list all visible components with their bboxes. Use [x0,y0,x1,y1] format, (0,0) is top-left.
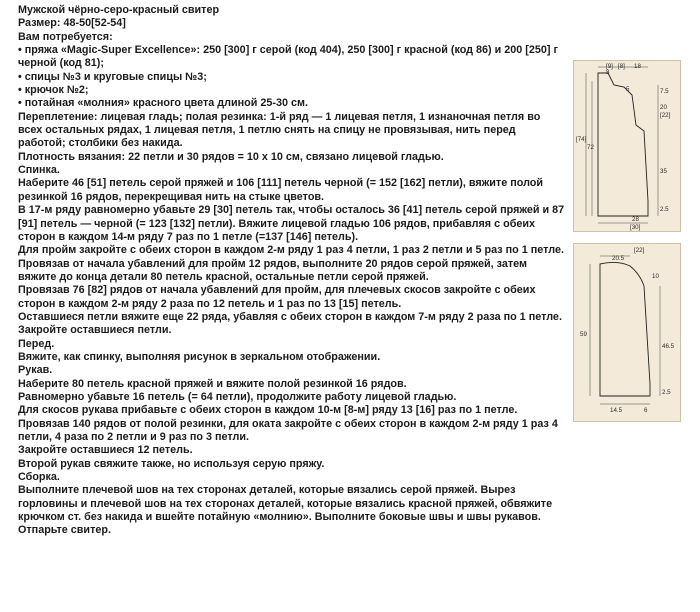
dim-label: 14.5 [610,407,623,414]
pattern-line: Провязав 140 рядов от полой резинки, для оката закройте с обеих сторон в каждом 2-м ряду 1 раз 4 петли, 4 раза по 2 петли и 9 раз по 3 петли. [18,417,558,443]
sleeve-outline [600,262,650,396]
back-outline [598,73,648,216]
pattern-line: • потайная «молния» красного цвета длиной 25-30 см. [18,97,308,110]
pattern-text [18,4,566,538]
pattern-line: Второй рукав свяжите также, но используя серую пряжу. [18,457,325,470]
dim-label: [22] [634,247,645,254]
pattern-line: Вяжите, как спинку, выполняя рисунок в зеркальном отображении. [18,350,381,363]
dim-label: 5 [626,86,630,93]
sleeve-schematic-svg [574,244,680,421]
dim-label: 2.5 [662,389,671,396]
pattern-line: Равномерно убавьте 16 петель (= 64 петли), продолжите работу лицевой гладью. [18,390,457,403]
pattern-line: Перед. [18,337,55,350]
dim-label: 59 [580,331,587,338]
pattern-line: • спицы №3 и круговые спицы №3; [18,70,207,83]
pattern-line: Плотность вязания: 22 петли и 30 рядов = 10 х 10 см, связано лицевой гладью. [18,150,444,163]
pattern-line: Сборка. [18,471,60,484]
pattern-line: Наберите 80 петель красной пряжей и вяжите полой резинкой 16 рядов. [18,377,407,390]
sleeve-schematic-diagram [573,243,681,422]
dim-label: 46.5 [662,343,675,350]
pattern-line: Вам потребуется: [18,30,113,43]
pattern-line: Оставшиеся петли вяжите еще 22 ряда, убавляя с обеих сторон в каждом 7-м ряду 2 раза по 1 петле. Закройте оставшиеся петли. [18,310,562,337]
dim-label: 7.5 [660,88,669,95]
dim-label: 10 [652,273,659,280]
dim-label: 35 [660,168,667,175]
dim-label: 28 [632,216,639,223]
pattern-line: • крючок №2; [18,84,89,97]
pattern-line: Мужской чёрно-серо-красный свитер [18,4,220,16]
dim-label: [9] [606,63,613,70]
pattern-line: Провязав 76 [82] рядов от начала убавлений для пройм, для плечевых скосов закройте с обеих сторон в каждом 2-м ряду 2 раза по 12 петель и 1 раз по 13 [15] петель. [18,284,536,310]
dim-label: [8] [618,63,625,70]
pattern-line: • пряжа «Magic-Super Excellence»: 250 [300] г серой (код 404), 250 [300] г красной (код 86) и 200 [250] г черной (код 81); [18,44,558,70]
pattern-line: Размер: 48-50[52-54] [18,17,126,30]
pattern-line: Закройте оставшиеся 12 петель. [18,444,193,457]
pattern-line: Для скосов рукава прибавьте с обеих сторон в каждом 10-м [8-м] ряду 13 [16] раз по 1 петле. [18,404,518,417]
pattern-line: Выполните плечевой шов на тех сторонах деталей, которые вязались серой пряжей. Вырез горловины и плечевой шов на тех сторонах деталей, которые вязались красной пряжей, обвяжите крючком ст. без накида и вшейте потайную «молнию». Выполните боковые швы и швы рукавов. Отпарьте свитер. [18,484,553,537]
dim-label: [30] [630,224,641,231]
pattern-line: Провязав от начала убавлений для пройм 12 рядов, выполните 20 рядов серой пряжей, затем вяжите до конца детали 80 петель красной, остальные петли серой пряжей. [18,257,527,283]
dim-label: 72 [587,144,594,151]
pattern-line: В 17-м ряду равномерно убавьте 29 [30] петель так, чтобы осталось 36 [41] петель серой пряжей и 87 [91] петель — черной (= 123 [132] петли). Вяжите лицевой гладью 106 рядов, прибавляя с обеих сторон в каждом 14-м ряду 7 раз по 1 петле (=137 [146] петель). [18,204,565,243]
dim-label: 8 [606,69,610,76]
dim-label: 20 [660,104,667,111]
pattern-line: Рукав. [18,364,53,377]
back-schematic-diagram [573,60,681,232]
dim-label: 6 [644,407,648,414]
dim-label: 18 [634,63,641,70]
dim-label: 2.5 [660,206,669,213]
pattern-line: Для пройм закройте с обеих сторон в каждом 2-м ряду 1 раз 4 петли, 1 раз 2 петли и 5 раз по 1 петле. [18,244,565,257]
pattern-line: Спинка. [18,164,60,177]
dim-label: [22] [660,112,671,119]
pattern-line: Переплетение: лицевая гладь; полая резинка: 1-й ряд — 1 лицевая петля, 1 изнаночная петля во всех остальных рядах, 1 лицевая петля, 1 петлю снять на спицу не провязывая, нить перед работой; столбики без накида. [18,110,541,150]
pattern-line: Наберите 46 [51] петель серой пряжей и 106 [111] петель черной (= 152 [162] петли), вяжите полой резинкой 16 рядов, перекрещивая нить на стыке цветов. [18,177,544,203]
dim-label: 20.5 [612,255,625,262]
dim-label: [74] [576,136,587,143]
back-schematic-svg [574,61,680,231]
